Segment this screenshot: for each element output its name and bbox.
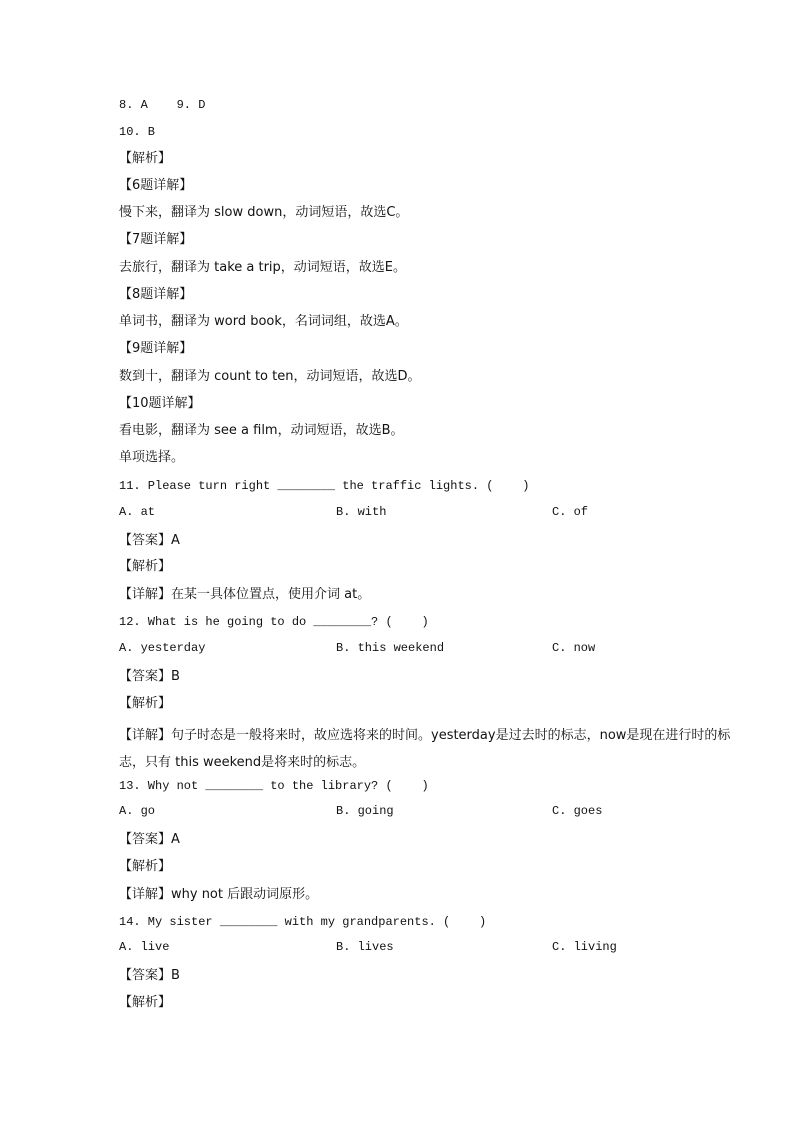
- q8-explanation: 单词书，翻译为 word book，名词词组，故选A。: [119, 314, 408, 329]
- q6-explanation: 慢下来，翻译为 slow down，动词短语，故选C。: [119, 205, 409, 220]
- section-title: 单项选择。: [119, 450, 185, 465]
- question-12-option-b: B. this weekend: [336, 641, 445, 655]
- analysis-heading: 【解析】: [119, 151, 172, 166]
- q6-heading: 【6题详解】: [119, 178, 193, 193]
- question-11-detail: 【详解】在某一具体位置点，使用介词 at。: [119, 587, 371, 602]
- question-12-analysis: 【解析】: [119, 696, 172, 711]
- question-11-option-b: B. with: [336, 505, 387, 519]
- question-14-option-a: A. live: [119, 940, 170, 954]
- question-11-answer: 【答案】A: [119, 533, 180, 548]
- q7-explanation: 去旅行，翻译为 take a trip，动词短语，故选E。: [119, 260, 407, 275]
- question-13-stem: 13. Why not ________ to the library? ( ): [119, 779, 429, 793]
- q10-heading: 【10题详解】: [119, 396, 201, 411]
- question-11-option-c: C. of: [552, 505, 589, 519]
- q10-explanation: 看电影，翻译为 see a film，动词短语，故选B。: [119, 423, 404, 438]
- question-13-answer: 【答案】A: [119, 832, 180, 847]
- question-12-option-a: A. yesterday: [119, 641, 206, 655]
- question-14-option-b: B. lives: [336, 940, 394, 954]
- question-14-option-c: C. living: [552, 940, 617, 954]
- question-12-stem: 12. What is he going to do ________? ( ): [119, 615, 429, 629]
- answer-line-8-9: 8. A 9. D: [119, 98, 206, 112]
- question-13-option-c: C. goes: [552, 804, 603, 818]
- question-13-option-b: B. going: [336, 804, 394, 818]
- question-13-detail: 【详解】why not 后跟动词原形。: [119, 887, 319, 902]
- q8-heading: 【8题详解】: [119, 287, 193, 302]
- question-11-stem: 11. Please turn right ________ the traffic lights. ( ): [119, 479, 530, 493]
- answer-line-10: 10. B: [119, 125, 156, 139]
- question-12-option-c: C. now: [552, 641, 596, 655]
- q9-explanation: 数到十，翻译为 count to ten，动词短语，故选D。: [119, 369, 421, 384]
- question-14-answer: 【答案】B: [119, 968, 180, 983]
- question-14-analysis: 【解析】: [119, 995, 172, 1010]
- q7-heading: 【7题详解】: [119, 232, 193, 247]
- question-14-stem: 14. My sister ________ with my grandparents. ( ): [119, 915, 487, 929]
- question-12-detail: 【详解】句子时态是一般将来时，故应选将来的时间。yesterday是过去时的标志，now是现在进行时的标志，只有 this weekend是将来时的标志。: [119, 728, 731, 770]
- question-11-analysis: 【解析】: [119, 559, 172, 574]
- question-11-option-a: A. at: [119, 505, 156, 519]
- q9-heading: 【9题详解】: [119, 341, 193, 356]
- question-13-option-a: A. go: [119, 804, 156, 818]
- question-13-analysis: 【解析】: [119, 859, 172, 874]
- question-12-answer: 【答案】B: [119, 669, 180, 684]
